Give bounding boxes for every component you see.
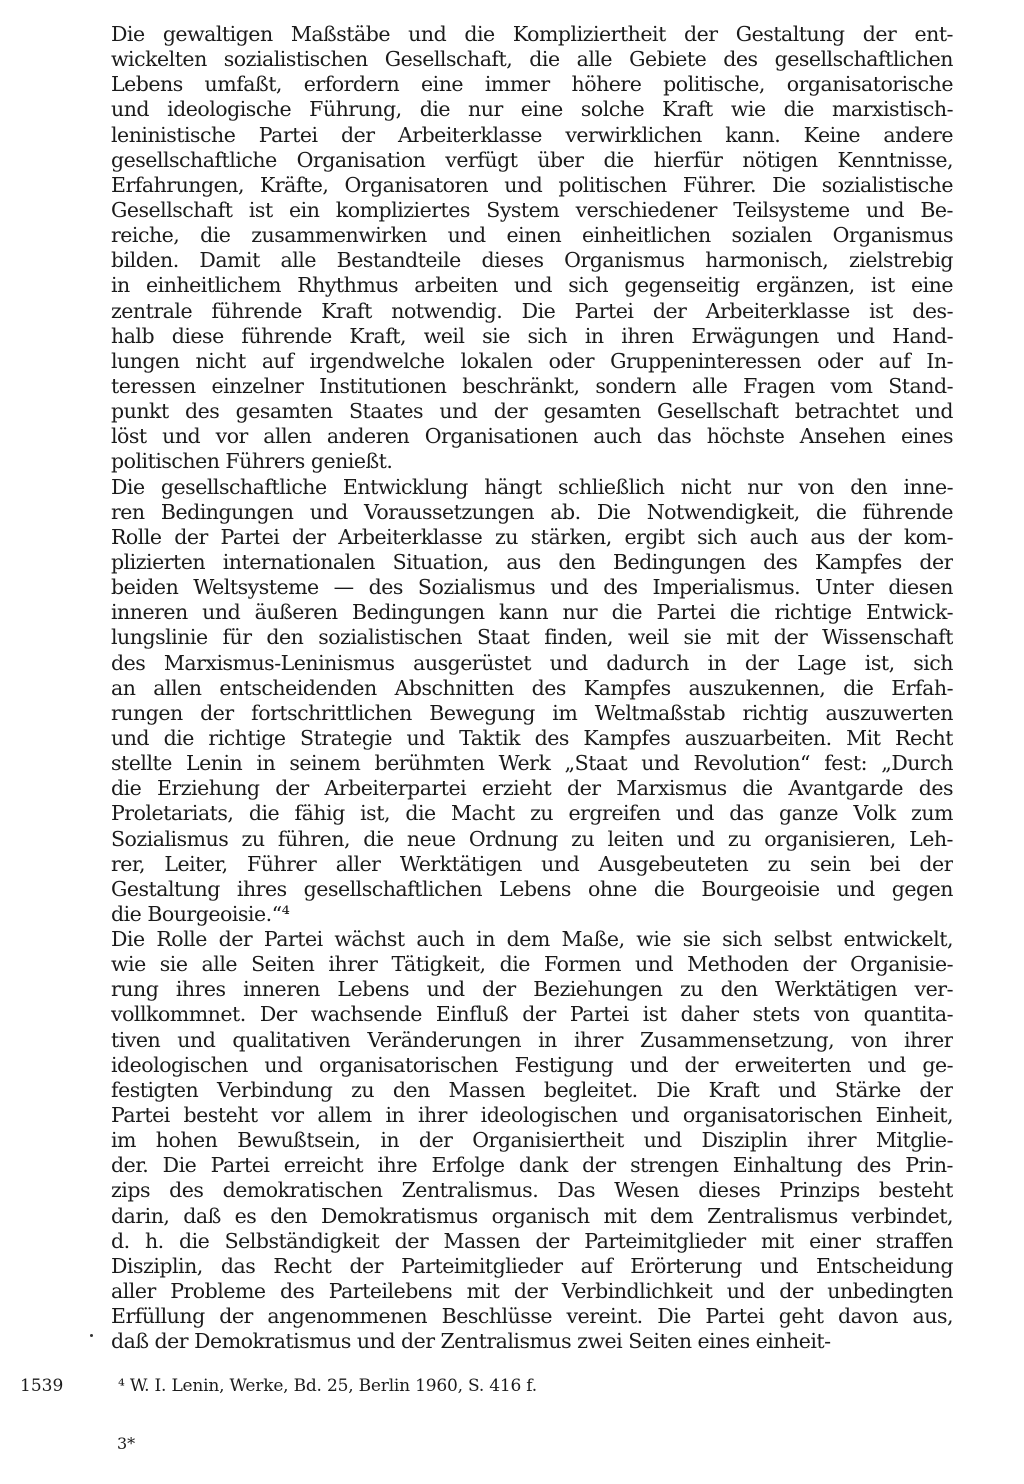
text-line: Proletariats, die fähig ist, die Macht zu ergreifen und das ganze Volk zum	[111, 801, 953, 826]
body-text	[111, 22, 953, 1354]
paragraph	[111, 475, 953, 928]
text-line: leninistische Partei der Arbeiterklasse verwirklichen kann. Keine andere	[111, 122, 953, 147]
text-line: beiden Weltsysteme — des Sozialismus und des Imperialismus. Unter diesen	[111, 575, 953, 600]
text-line: aller Probleme des Parteilebens mit der Verbindlichkeit und der unbedingten	[111, 1279, 953, 1304]
paragraph	[111, 927, 953, 1354]
text-line: tiven und qualitativen Veränderungen in ihrer Zusammensetzung, von ihrer	[111, 1027, 953, 1052]
text-line: darin, daß es den Demokratismus organisch mit dem Zentralismus verbindet,	[111, 1203, 953, 1228]
text-line: an allen entscheidenden Abschnitten des Kampfes auszukennen, die Erfah-	[111, 675, 953, 700]
text-line: d. h. die Selbständigkeit der Massen der Parteimitglieder mit einer straffen	[111, 1228, 953, 1253]
text-line: die Bourgeoisie.“⁴	[111, 901, 290, 926]
margin-mark	[90, 1334, 93, 1337]
text-line: punkt des gesamten Staates und der gesamten Gesellschaft betrachtet und	[111, 399, 953, 424]
text-line: politischen Führers genießt.	[111, 449, 393, 474]
text-line: Erfüllung der angenommenen Beschlüsse vereint. Die Partei geht davon aus,	[111, 1304, 953, 1329]
text-line: Die Rolle der Partei wächst auch in dem Maße, wie sie sich selbst entwickelt,	[111, 927, 953, 952]
text-line: plizierten internationalen Situation, aus den Bedingungen des Kampfes der	[111, 549, 953, 574]
text-line: zips des demokratischen Zentralismus. Das Wesen dieses Prinzips besteht	[111, 1178, 953, 1203]
text-line: ren Bedingungen und Voraussetzungen ab. Die Notwendigkeit, die führende	[111, 499, 953, 524]
text-line: des Marxismus-Leninismus ausgerüstet und dadurch in der Lage ist, sich	[111, 650, 953, 675]
text-line: wie sie alle Seiten ihrer Tätigkeit, die Formen und Methoden der Organisie-	[111, 952, 953, 977]
printer-signature: 3*	[117, 1434, 136, 1453]
text-line: die Erziehung der Arbeiterpartei erzieht der Marxismus die Avantgarde des	[111, 776, 953, 801]
text-line: rer, Leiter, Führer aller Werktätigen und Ausgebeuteten zu sein bei der	[111, 851, 953, 876]
text-line: Gestaltung ihres gesellschaftlichen Lebens ohne die Bourgeoisie und gegen	[111, 876, 953, 901]
text-line: halb diese führende Kraft, weil sie sich in ihren Erwägungen und Hand-	[111, 323, 953, 348]
text-line: teressen einzelner Institutionen beschränkt, sondern alle Fragen vom Stand-	[111, 373, 953, 398]
text-line: Erfahrungen, Kräfte, Organisatoren und politischen Führer. Die sozialistische	[111, 172, 953, 197]
text-line: Die gesellschaftliche Entwicklung hängt schließlich nicht nur von den inne-	[111, 474, 953, 499]
text-line: Die gewaltigen Maßstäbe und die Kompliziertheit der Gestaltung der ent-	[111, 22, 953, 46]
text-line: Sozialismus zu führen, die neue Ordnung zu leiten und zu organisieren, Leh-	[111, 826, 953, 851]
text-line: rungen der fortschrittlichen Bewegung im Weltmaßstab richtig auszuwerten	[111, 700, 953, 725]
text-line: und die richtige Strategie und Taktik des Kampfes auszuarbeiten. Mit Recht	[111, 725, 953, 750]
text-line: zentrale führende Kraft notwendig. Die Partei der Arbeiterklasse ist des-	[111, 298, 953, 323]
text-line: Rolle der Partei der Arbeiterklasse zu stärken, ergibt sich auch aus der kom-	[111, 524, 953, 549]
text-line: löst und vor allen anderen Organisationen auch das höchste Ansehen eines	[111, 424, 953, 449]
text-line: Partei besteht vor allem in ihrer ideologischen und organisatorischen Einheit,	[111, 1103, 953, 1128]
text-line: in einheitlichem Rhythmus arbeiten und sich gegenseitig ergänzen, ist eine	[111, 273, 953, 298]
text-line: daß der Demokratismus und der Zentralismus zwei Seiten eines einheit-	[111, 1329, 831, 1354]
text-line: Gesellschaft ist ein kompliziertes System verschiedener Teilsysteme und Be-	[111, 197, 953, 222]
text-line: im hohen Bewußtsein, in der Organisiertheit und Disziplin ihrer Mitglie-	[111, 1128, 953, 1153]
footnote: ⁴ W. I. Lenin, Werke, Bd. 25, Berlin 1960, S. 416 f.	[118, 1376, 537, 1396]
text-line: und ideologische Führung, die nur eine solche Kraft wie die marxistisch-	[111, 97, 953, 122]
text-line: ideologischen und organisatorischen Festigung und der erweiterten und ge-	[111, 1052, 953, 1077]
text-line: vollkommnet. Der wachsende Einfluß der Partei ist daher stets von quantita-	[111, 1002, 953, 1027]
text-line: Disziplin, das Recht der Parteimitglieder auf Erörterung und Entscheidung	[111, 1253, 953, 1278]
page-number: 1539	[20, 1376, 64, 1396]
text-line: gesellschaftliche Organisation verfügt über die hierfür nötigen Kenntnisse,	[111, 147, 953, 172]
text-line: Lebens umfaßt, erfordern eine immer höhere politische, organisatorische	[111, 72, 953, 97]
text-line: lungslinie für den sozialistischen Staat finden, weil sie mit der Wissenschaft	[111, 625, 953, 650]
text-line: festigten Verbindung zu den Massen begleitet. Die Kraft und Stärke der	[111, 1077, 953, 1102]
text-line: reiche, die zusammenwirken und einen einheitlichen sozialen Organismus	[111, 223, 953, 248]
paragraph	[111, 22, 953, 475]
text-line: bilden. Damit alle Bestandteile dieses Organismus harmonisch, zielstrebig	[111, 248, 953, 273]
text-line: der. Die Partei erreicht ihre Erfolge dank der strengen Einhaltung des Prin-	[111, 1153, 953, 1178]
text-line: rung ihres inneren Lebens und der Beziehungen zu den Werktätigen ver-	[111, 977, 953, 1002]
text-line: wickelten sozialistischen Gesellschaft, die alle Gebiete des gesellschaftlichen	[111, 47, 953, 72]
text-line: inneren und äußeren Bedingungen kann nur die Partei die richtige Entwick-	[111, 600, 953, 625]
text-line: stellte Lenin in seinem berühmten Werk „Staat und Revolution“ fest: „Durch	[111, 751, 953, 776]
text-line: lungen nicht auf irgendwelche lokalen oder Gruppeninteressen oder auf In-	[111, 348, 953, 373]
